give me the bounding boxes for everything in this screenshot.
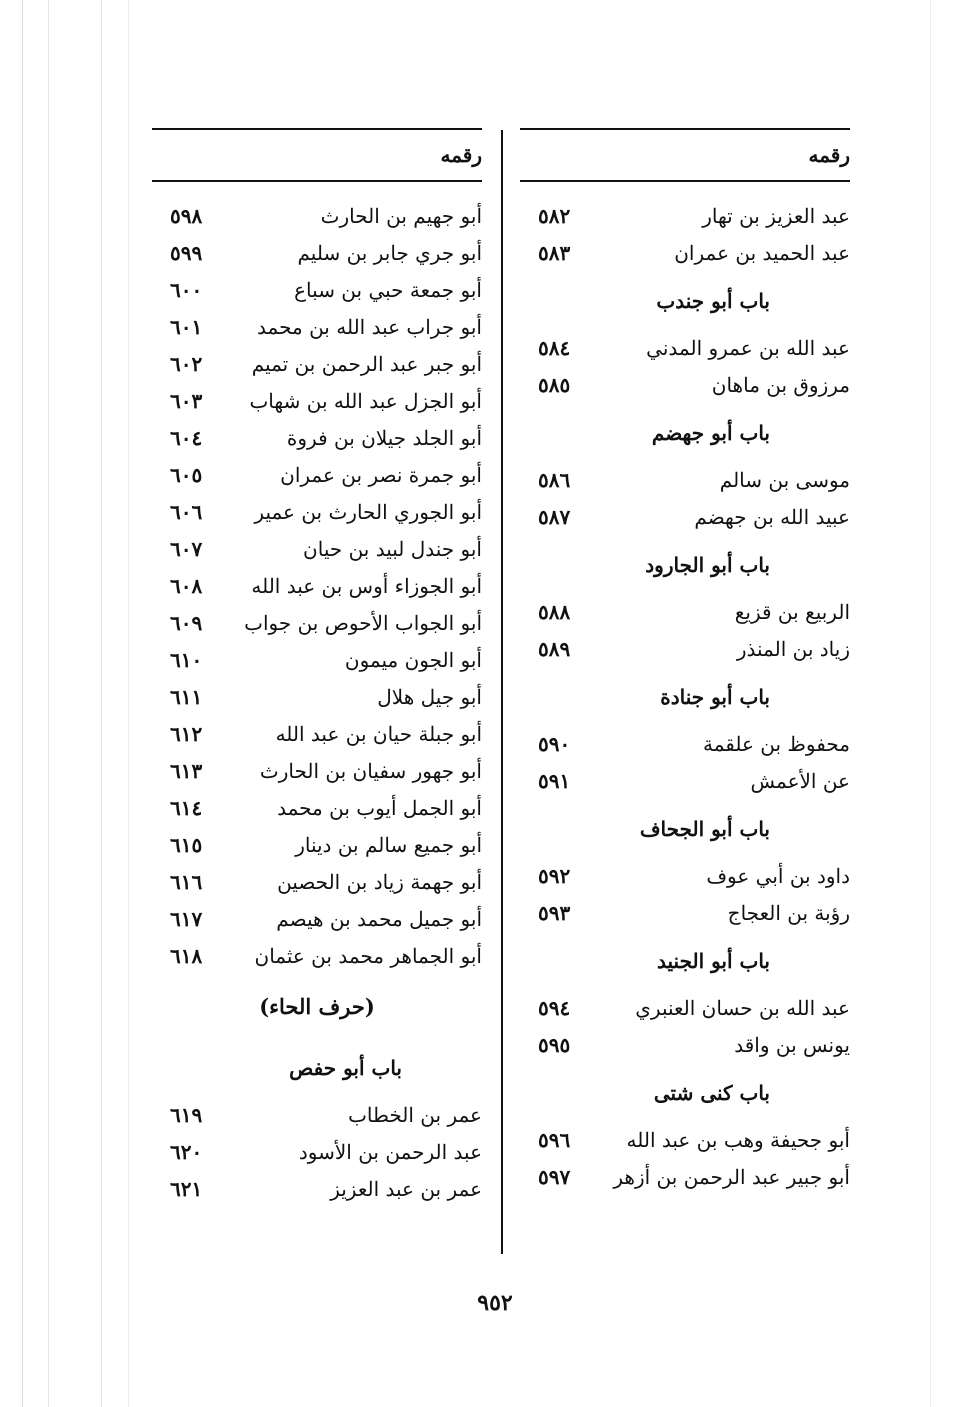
- entry-number: ٦٠٤: [170, 426, 203, 450]
- entry-number: ٥٨٩: [538, 637, 571, 661]
- index-entry: [152, 605, 482, 642]
- entry-number: ٥٩٤: [538, 996, 571, 1020]
- index-entry: [152, 1097, 482, 1134]
- entry-name: أبو الجماهر محمد بن عثمان: [254, 944, 482, 968]
- index-entry: [152, 494, 482, 531]
- entry-number: ٥٨٣: [538, 241, 571, 265]
- entry-number: ٥٩٨: [170, 204, 203, 228]
- entry-name: عبد العزيز بن تهار: [702, 204, 850, 228]
- entry-number: ٥٩١: [538, 769, 571, 793]
- index-entry: [520, 858, 850, 895]
- entry-number: ٦٢١: [170, 1177, 203, 1201]
- section-heading: باب كنى شتى: [653, 1081, 770, 1105]
- index-entry: [520, 895, 850, 932]
- index-entry: [520, 1027, 850, 1064]
- index-entry: [152, 642, 482, 679]
- entry-name: أبو جهيم بن الحارث: [320, 204, 482, 228]
- entry-name: عبد الله بن عمرو المدني: [646, 336, 850, 360]
- entry-name: أبو الجواب الأحوص بن جواب: [244, 611, 482, 635]
- index-entry: [520, 726, 850, 763]
- entry-name: أبو الجمل أيوب بن محمد: [277, 796, 482, 820]
- entry-number: ٦٠٨: [170, 574, 203, 598]
- right-rows: [520, 182, 850, 1196]
- section-heading: باب أبو الجحاف: [639, 817, 770, 841]
- entry-name: محفوظ بن علقمة: [702, 732, 850, 756]
- section-heading: باب أبو الجنيد: [657, 949, 770, 973]
- left-column-header: [152, 130, 482, 182]
- entry-number: ٦١٢: [170, 722, 203, 746]
- page-number: ٩٥٢: [477, 1290, 513, 1316]
- entry-number: ٥٩٩: [170, 241, 203, 265]
- section-heading: باب أبو الجارود: [645, 553, 770, 577]
- index-entry: [152, 383, 482, 420]
- index-entry: [152, 568, 482, 605]
- entry-name: الربيع بن قزيع: [734, 600, 850, 624]
- entry-number: ٥٨٨: [538, 600, 571, 624]
- left-rows: [152, 182, 482, 1208]
- index-entry: [520, 330, 850, 367]
- entry-name: عمر بن الخطاب: [348, 1103, 482, 1127]
- entry-name: موسى بن سالم: [719, 468, 850, 492]
- entry-number: ٦٠٢: [170, 352, 203, 376]
- entry-number: ٥٩٧: [538, 1165, 571, 1189]
- entry-number: ٦٢٠: [170, 1140, 203, 1164]
- entry-number: ٥٩٢: [538, 864, 571, 888]
- entry-name: أبو جندل لبيد بن حيان: [303, 537, 482, 561]
- entry-number: ٥٨٥: [538, 373, 571, 397]
- entry-name: عمر بن عبد العزيز: [330, 1177, 482, 1201]
- entry-number: ٥٨٤: [538, 336, 571, 360]
- index-entry: [520, 235, 850, 272]
- entry-name: زياد بن المنذر: [736, 637, 850, 661]
- index-entry: [152, 272, 482, 309]
- entry-name: عبيد الله بن جهضم: [694, 505, 850, 529]
- entry-number: ٦٠٧: [170, 537, 203, 561]
- entry-number: ٦١٨: [170, 944, 203, 968]
- right-col-label: رقمه: [808, 143, 850, 167]
- index-entry: [152, 346, 482, 383]
- entry-name: عبد الحميد بن عمران: [674, 241, 850, 265]
- entry-number: ٦١١: [170, 685, 203, 709]
- entry-number: ٦١٤: [170, 796, 203, 820]
- entry-number: ٥٩٥: [538, 1033, 571, 1057]
- entry-name: أبو جهمة زياد بن الحصين: [277, 870, 482, 894]
- entry-name: أبو جحيفة وهب بن عبد الله: [626, 1128, 850, 1152]
- entry-name: عبد الرحمن بن الأسود: [298, 1140, 482, 1164]
- entry-number: ٦٠٣: [170, 389, 203, 413]
- part-heading: (حرف الحاء): [259, 994, 375, 1019]
- entry-name: أبو جيل هلال: [377, 685, 482, 709]
- index-entry: [520, 462, 850, 499]
- left-col-label: رقمه: [440, 143, 482, 167]
- entry-number: ٦٠٦: [170, 500, 203, 524]
- index-entry: [152, 198, 482, 235]
- index-entry: [152, 1134, 482, 1171]
- index-entry: [152, 938, 482, 975]
- index-entry: [520, 1159, 850, 1196]
- column-divider: [501, 130, 503, 1254]
- entry-name: أبو جراب عبد الله بن محمد: [257, 315, 482, 339]
- index-entry: [152, 864, 482, 901]
- index-entry: [520, 763, 850, 800]
- index-entry: [152, 716, 482, 753]
- entry-name: أبو جبلة حيان بن عبد الله: [275, 722, 482, 746]
- entry-number: ٥٩٦: [538, 1128, 571, 1152]
- index-entry: [152, 901, 482, 938]
- index-entry: [520, 631, 850, 668]
- entry-name: أبو الجون ميمون: [344, 648, 482, 672]
- index-entry: [152, 1171, 482, 1208]
- entry-name: رؤبة بن العجاج: [727, 901, 850, 925]
- entry-number: ٥٩٠: [538, 732, 571, 756]
- entry-name: أبو جمرة نصر بن عمران: [280, 463, 482, 487]
- index-entry: [520, 499, 850, 536]
- index-entry: [520, 990, 850, 1027]
- index-entry: [520, 594, 850, 631]
- entry-number: ٦٠٩: [170, 611, 203, 635]
- left-column: [152, 128, 482, 1208]
- entry-number: ٥٩٣: [538, 901, 571, 925]
- entry-number: ٥٨٢: [538, 204, 571, 228]
- entry-number: ٦٠٠: [170, 278, 203, 302]
- index-entry: [520, 367, 850, 404]
- index-entry: [152, 309, 482, 346]
- entry-name: أبو الجزل عبد الله بن شهاب: [249, 389, 482, 413]
- index-entry: [152, 457, 482, 494]
- entry-name: أبو جري جابر بن سليم: [297, 241, 482, 265]
- index-entry: [520, 1122, 850, 1159]
- entry-number: ٦١٣: [170, 759, 203, 783]
- index-entry: [520, 198, 850, 235]
- section-heading: باب أبو حفص: [289, 1056, 402, 1080]
- entry-name: أبو جميع سالم بن دينار: [295, 833, 482, 857]
- entry-name: أبو جهور سفيان بن الحارث: [259, 759, 482, 783]
- entry-number: ٦١٠: [170, 648, 203, 672]
- index-entry: [152, 235, 482, 272]
- entry-name: داود بن أبي عوف: [706, 864, 850, 888]
- section-heading: باب أبو جندب: [656, 289, 770, 313]
- right-column: [520, 128, 850, 1196]
- entry-number: ٦٠٥: [170, 463, 203, 487]
- entry-name: أبو الجوري الحارث بن عمير: [254, 500, 482, 524]
- section-heading: باب أبو جهضم: [651, 421, 770, 445]
- entry-name: أبو جميل محمد بن هيصم: [276, 907, 482, 931]
- index-entry: [152, 827, 482, 864]
- section-heading: باب أبو جنادة: [660, 685, 770, 709]
- entry-number: ٦١٩: [170, 1103, 203, 1127]
- entry-number: ٦١٥: [170, 833, 203, 857]
- index-entry: [152, 790, 482, 827]
- index-entry: [152, 531, 482, 568]
- right-column-header: [520, 130, 850, 182]
- entry-number: ٦١٦: [170, 870, 203, 894]
- index-entry: [152, 753, 482, 790]
- entry-name: أبو الجوزاء أوس بن عبد الله: [251, 574, 482, 598]
- entry-number: ٥٨٦: [538, 468, 571, 492]
- entry-number: ٥٨٧: [538, 505, 571, 529]
- entry-name: يونس بن واقد: [734, 1033, 850, 1057]
- entry-name: مرزوق بن ماهان: [711, 373, 850, 397]
- entry-number: ٦١٧: [170, 907, 203, 931]
- entry-name: أبو الجلد جيلان بن فروة: [286, 426, 482, 450]
- entry-name: أبو جمعة حبي بن سباع: [294, 278, 482, 302]
- index-entry: [152, 420, 482, 457]
- entry-name: أبو جبر عبد الرحمن بن تميم: [251, 352, 482, 376]
- entry-name: أبو جبير عبد الرحمن بن أزهر: [613, 1165, 850, 1189]
- index-entry: [152, 679, 482, 716]
- entry-number: ٦٠١: [170, 315, 203, 339]
- entry-name: عن الأعمش: [750, 769, 850, 793]
- entry-name: عبد الله بن حسان العنبري: [635, 996, 850, 1020]
